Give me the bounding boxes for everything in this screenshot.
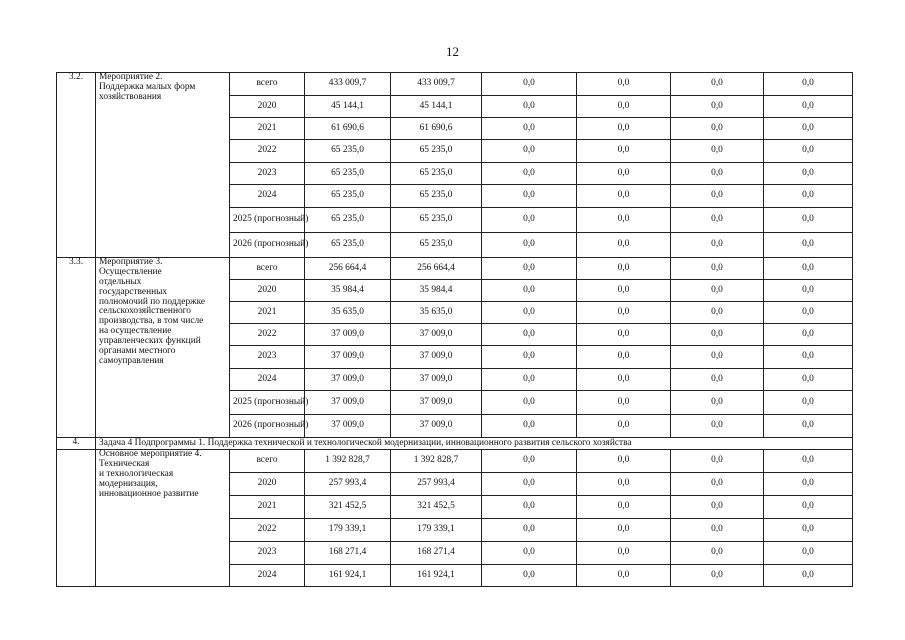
value-cell: 65 235,0 [391, 163, 482, 185]
value-cell: 37 009,0 [305, 346, 391, 369]
value-cell: 37 009,0 [305, 369, 391, 391]
value-cell: 35 635,0 [305, 302, 391, 324]
measure-3-3-number: 3.3. [57, 258, 96, 438]
value-cell: 0,0 [764, 258, 853, 280]
value-cell: 0,0 [764, 496, 853, 519]
value-cell: 0,0 [577, 346, 671, 369]
value-cell: 0,0 [482, 140, 577, 163]
value-cell: 37 009,0 [305, 324, 391, 346]
value-cell: 37 009,0 [391, 369, 482, 391]
value-cell: 0,0 [482, 565, 577, 587]
value-cell: 0,0 [577, 565, 671, 587]
value-cell: 0,0 [482, 258, 577, 280]
value-cell: 0,0 [671, 118, 764, 140]
value-cell: 65 235,0 [391, 140, 482, 163]
value-cell: 0,0 [764, 324, 853, 346]
value-cell: 0,0 [764, 185, 853, 208]
year-cell: 2024 [230, 369, 305, 391]
year-cell: 2026 (прогнозный) [230, 415, 305, 438]
measure-3-2-number: 3.2. [57, 73, 96, 258]
year-cell: 2024 [230, 565, 305, 587]
budget-table [56, 72, 853, 587]
value-cell: 0,0 [764, 565, 853, 587]
task-4-number: 4. [57, 438, 96, 450]
year-cell: 2020 [230, 96, 305, 118]
value-cell: 45 144,1 [305, 96, 391, 118]
value-cell: 0,0 [577, 233, 671, 258]
year-cell: 2020 [230, 473, 305, 496]
table-row [57, 258, 853, 280]
value-cell: 0,0 [577, 163, 671, 185]
value-cell: 0,0 [671, 324, 764, 346]
value-cell: 0,0 [482, 473, 577, 496]
page-number: 12 [446, 44, 459, 59]
value-cell: 0,0 [482, 415, 577, 438]
value-cell: 0,0 [671, 73, 764, 96]
value-cell: 0,0 [577, 258, 671, 280]
value-cell: 65 235,0 [305, 233, 391, 258]
value-cell: 0,0 [482, 280, 577, 302]
value-cell: 0,0 [577, 519, 671, 542]
value-cell: 65 235,0 [305, 185, 391, 208]
value-cell: 0,0 [671, 542, 764, 565]
value-cell: 321 452,5 [391, 496, 482, 519]
value-cell: 61 690,6 [305, 118, 391, 140]
value-cell: 1 392 828,7 [391, 450, 482, 473]
value-cell: 0,0 [482, 118, 577, 140]
value-cell: 37 009,0 [305, 415, 391, 438]
year-cell: 2022 [230, 140, 305, 163]
value-cell: 37 009,0 [391, 391, 482, 415]
value-cell: 0,0 [482, 73, 577, 96]
value-cell: 65 235,0 [305, 140, 391, 163]
value-cell: 0,0 [764, 208, 853, 233]
value-cell: 256 664,4 [305, 258, 391, 280]
value-cell: 0,0 [577, 415, 671, 438]
value-cell: 45 144,1 [391, 96, 482, 118]
year-cell: 2025 (прогнозный) [230, 391, 305, 415]
value-cell: 37 009,0 [391, 346, 482, 369]
value-cell: 0,0 [482, 96, 577, 118]
value-cell: 256 664,4 [391, 258, 482, 280]
year-cell: всего [230, 450, 305, 473]
value-cell: 65 235,0 [305, 163, 391, 185]
value-cell: 0,0 [764, 519, 853, 542]
value-cell: 433 009,7 [305, 73, 391, 96]
value-cell: 0,0 [764, 369, 853, 391]
year-cell: 2021 [230, 496, 305, 519]
value-cell: 0,0 [671, 519, 764, 542]
value-cell: 168 271,4 [305, 542, 391, 565]
value-cell: 0,0 [671, 208, 764, 233]
value-cell: 0,0 [764, 542, 853, 565]
value-cell: 0,0 [482, 185, 577, 208]
value-cell: 65 235,0 [391, 185, 482, 208]
measure-4-name: Основное мероприятие 4. Техническая и технологическая модернизация, инновационное развитие [96, 450, 230, 587]
value-cell: 0,0 [764, 391, 853, 415]
value-cell: 0,0 [577, 473, 671, 496]
task-row [57, 438, 853, 450]
value-cell: 35 635,0 [391, 302, 482, 324]
year-cell: всего [230, 73, 305, 96]
year-cell: 2023 [230, 163, 305, 185]
value-cell: 65 235,0 [305, 208, 391, 233]
measure-3-2-name: Мероприятие 2. Поддержка малых форм хозяйствования [96, 73, 230, 258]
value-cell: 0,0 [671, 96, 764, 118]
value-cell: 161 924,1 [391, 565, 482, 587]
year-cell: 2022 [230, 324, 305, 346]
value-cell: 0,0 [482, 450, 577, 473]
value-cell: 0,0 [482, 233, 577, 258]
value-cell: 35 984,4 [391, 280, 482, 302]
value-cell: 0,0 [764, 140, 853, 163]
year-cell: 2026 (прогнозный) [230, 233, 305, 258]
value-cell: 0,0 [764, 163, 853, 185]
value-cell: 0,0 [482, 208, 577, 233]
value-cell: 35 984,4 [305, 280, 391, 302]
value-cell: 0,0 [671, 185, 764, 208]
value-cell: 433 009,7 [391, 73, 482, 96]
value-cell: 0,0 [482, 346, 577, 369]
measure-3-3-name: Мероприятие 3. Осуществление отдельных государственных полномочий по поддержке сельскохозяйственного производства, в том числе на осуществление управленческих функций органами местного самоуправления [96, 258, 230, 438]
value-cell: 0,0 [577, 302, 671, 324]
value-cell: 0,0 [671, 415, 764, 438]
value-cell: 0,0 [577, 208, 671, 233]
value-cell: 0,0 [577, 118, 671, 140]
value-cell: 0,0 [764, 450, 853, 473]
value-cell: 0,0 [482, 496, 577, 519]
value-cell: 0,0 [671, 280, 764, 302]
value-cell: 0,0 [577, 496, 671, 519]
value-cell: 0,0 [671, 369, 764, 391]
value-cell: 0,0 [671, 565, 764, 587]
value-cell: 65 235,0 [391, 233, 482, 258]
value-cell: 0,0 [671, 163, 764, 185]
value-cell: 0,0 [671, 346, 764, 369]
value-cell: 0,0 [577, 73, 671, 96]
value-cell: 61 690,6 [391, 118, 482, 140]
year-cell: 2025 (прогнозный) [230, 208, 305, 233]
value-cell: 257 993,4 [391, 473, 482, 496]
value-cell: 0,0 [482, 324, 577, 346]
value-cell: 161 924,1 [305, 565, 391, 587]
value-cell: 0,0 [671, 473, 764, 496]
value-cell: 321 452,5 [305, 496, 391, 519]
value-cell: 0,0 [764, 96, 853, 118]
year-cell: 2023 [230, 542, 305, 565]
value-cell: 0,0 [577, 140, 671, 163]
value-cell: 179 339,1 [391, 519, 482, 542]
year-cell: 2021 [230, 118, 305, 140]
value-cell: 0,0 [577, 391, 671, 415]
value-cell: 0,0 [577, 185, 671, 208]
year-cell: 2023 [230, 346, 305, 369]
value-cell: 0,0 [671, 496, 764, 519]
value-cell: 1 392 828,7 [305, 450, 391, 473]
value-cell: 0,0 [577, 280, 671, 302]
value-cell: 0,0 [764, 473, 853, 496]
value-cell: 0,0 [671, 391, 764, 415]
value-cell: 0,0 [764, 415, 853, 438]
value-cell: 0,0 [482, 302, 577, 324]
value-cell: 0,0 [671, 140, 764, 163]
value-cell: 0,0 [764, 302, 853, 324]
value-cell: 37 009,0 [391, 324, 482, 346]
value-cell: 0,0 [482, 163, 577, 185]
year-cell: 2021 [230, 302, 305, 324]
value-cell: 0,0 [671, 233, 764, 258]
value-cell: 168 271,4 [391, 542, 482, 565]
value-cell: 0,0 [671, 450, 764, 473]
table-row [57, 450, 853, 473]
value-cell: 0,0 [764, 73, 853, 96]
year-cell: 2024 [230, 185, 305, 208]
value-cell: 37 009,0 [305, 391, 391, 415]
year-cell: 2020 [230, 280, 305, 302]
year-cell: всего [230, 258, 305, 280]
value-cell: 0,0 [764, 118, 853, 140]
value-cell: 37 009,0 [391, 415, 482, 438]
value-cell: 0,0 [671, 302, 764, 324]
table-row [57, 73, 853, 96]
value-cell: 0,0 [482, 369, 577, 391]
value-cell: 0,0 [482, 391, 577, 415]
value-cell: 0,0 [671, 258, 764, 280]
value-cell: 0,0 [577, 369, 671, 391]
value-cell: 257 993,4 [305, 473, 391, 496]
value-cell: 179 339,1 [305, 519, 391, 542]
value-cell: 0,0 [577, 450, 671, 473]
value-cell: 0,0 [764, 280, 853, 302]
value-cell: 0,0 [482, 519, 577, 542]
measure-4-number [57, 450, 96, 587]
value-cell: 0,0 [764, 233, 853, 258]
value-cell: 65 235,0 [391, 208, 482, 233]
value-cell: 0,0 [577, 96, 671, 118]
value-cell: 0,0 [577, 542, 671, 565]
value-cell: 0,0 [764, 346, 853, 369]
value-cell: 0,0 [577, 324, 671, 346]
value-cell: 0,0 [482, 542, 577, 565]
task-4-title: Задача 4 Подпрограммы 1. Поддержка технической и технологической модернизации, инновационного развития сельского хозяйства [96, 438, 853, 450]
year-cell: 2022 [230, 519, 305, 542]
